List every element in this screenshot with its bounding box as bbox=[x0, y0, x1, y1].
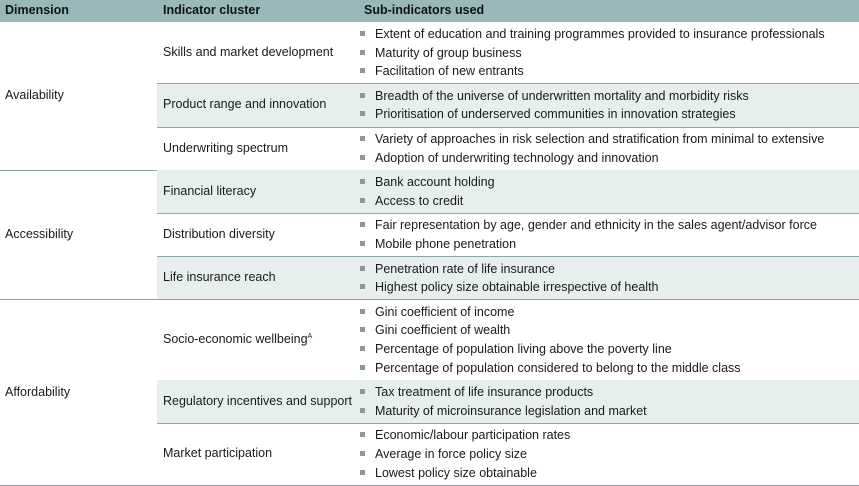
sub-indicator: Lowest policy size obtainable bbox=[375, 465, 537, 481]
sub-indicator: Maturity of group business bbox=[375, 45, 522, 61]
indicator-cluster-label bbox=[163, 45, 333, 59]
sub-indicator: Extent of education and training programmes provided to insurance professionals bbox=[375, 26, 825, 42]
dimension-label: Availability bbox=[5, 88, 64, 103]
indicator-cluster-label bbox=[163, 141, 288, 155]
sub-indicator: Access to credit bbox=[375, 193, 463, 209]
sub-indicator: Penetration rate of life insurance bbox=[375, 261, 555, 277]
sub-indicator: Highest policy size obtainable irrespective of health bbox=[375, 279, 659, 295]
sub-indicator: Gini coefficient of income bbox=[375, 304, 514, 320]
indicator-cluster-label bbox=[163, 446, 272, 460]
square-bullet-icon bbox=[360, 198, 365, 203]
cluster-name: Socio-economic wellbeing bbox=[163, 332, 308, 346]
square-bullet-icon bbox=[360, 432, 365, 437]
indicator-cluster-label bbox=[163, 394, 352, 408]
square-bullet-icon bbox=[360, 309, 365, 314]
square-bullet-icon bbox=[360, 284, 365, 289]
sub-indicator: Percentage of population considered to belong to the middle class bbox=[375, 360, 741, 376]
sub-indicator: Prioritisation of underserved communities in innovation strategies bbox=[375, 106, 736, 122]
square-bullet-icon bbox=[360, 470, 365, 475]
header-indicator-cluster: Indicator cluster bbox=[163, 3, 261, 17]
sub-indicator: Mobile phone penetration bbox=[375, 236, 516, 252]
indicator-cluster-label bbox=[163, 227, 275, 241]
sub-indicator: Gini coefficient of wealth bbox=[375, 322, 510, 338]
indicator-cluster-label bbox=[163, 97, 326, 111]
square-bullet-icon bbox=[360, 451, 365, 456]
header-dimension: Dimension bbox=[5, 3, 69, 17]
footnote-marker: A bbox=[307, 333, 313, 340]
indicator-cluster-label bbox=[163, 184, 256, 198]
dimension-label: Accessibility bbox=[5, 227, 74, 241]
sub-indicator: Percentage of population living above the poverty line bbox=[375, 341, 672, 357]
square-bullet-icon bbox=[360, 408, 365, 413]
square-bullet-icon bbox=[360, 327, 365, 332]
square-bullet-icon bbox=[360, 136, 365, 141]
square-bullet-icon bbox=[360, 222, 365, 227]
square-bullet-icon bbox=[360, 31, 365, 36]
sub-indicator: Economic/labour participation rates bbox=[375, 427, 570, 443]
indicator-cluster-label bbox=[163, 332, 312, 346]
indicator-cluster-label bbox=[163, 270, 276, 284]
dimension-label: Affordability bbox=[5, 384, 71, 399]
square-bullet-icon bbox=[360, 346, 365, 351]
header-sub-indicators: Sub-indicators used bbox=[364, 3, 485, 17]
sub-indicator: Variety of approaches in risk selection and stratification from minimal to extensive bbox=[375, 131, 824, 147]
square-bullet-icon bbox=[360, 50, 365, 55]
sub-indicator: Breadth of the universe of underwritten mortality and morbidity risks bbox=[375, 88, 749, 104]
square-bullet-icon bbox=[360, 111, 365, 116]
square-bullet-icon bbox=[360, 179, 365, 184]
square-bullet-icon bbox=[360, 365, 365, 370]
cluster-name: Underwriting spectrum bbox=[163, 140, 289, 155]
sub-indicator: Fair representation by age, gender and ethnicity in the sales agent/advisor force bbox=[375, 217, 817, 233]
square-bullet-icon bbox=[360, 155, 365, 160]
cluster-name: Distribution diversity bbox=[163, 227, 275, 241]
cluster-name: Regulatory incentives and support bbox=[163, 393, 353, 408]
table-header bbox=[0, 0, 859, 22]
cluster-name: Financial literacy bbox=[163, 183, 257, 198]
cluster-name: Life insurance reach bbox=[163, 270, 276, 285]
sub-indicator: Tax treatment of life insurance products bbox=[375, 384, 593, 400]
square-bullet-icon bbox=[360, 93, 365, 98]
sub-indicator: Adoption of underwriting technology and innovation bbox=[375, 150, 659, 166]
square-bullet-icon bbox=[360, 68, 365, 73]
square-bullet-icon bbox=[360, 241, 365, 246]
sub-indicator: Average in force policy size bbox=[375, 446, 527, 462]
square-bullet-icon bbox=[360, 389, 365, 394]
square-bullet-icon bbox=[360, 266, 365, 271]
sub-indicator: Facilitation of new entrants bbox=[375, 63, 524, 79]
cluster-name: Market participation bbox=[163, 446, 273, 461]
sub-indicator: Bank account holding bbox=[375, 174, 495, 190]
sub-indicator: Maturity of microinsurance legislation and market bbox=[375, 403, 647, 419]
cluster-row bbox=[157, 170, 859, 213]
cluster-name: Product range and innovation bbox=[163, 97, 327, 112]
cluster-name: Skills and market development bbox=[163, 44, 334, 59]
